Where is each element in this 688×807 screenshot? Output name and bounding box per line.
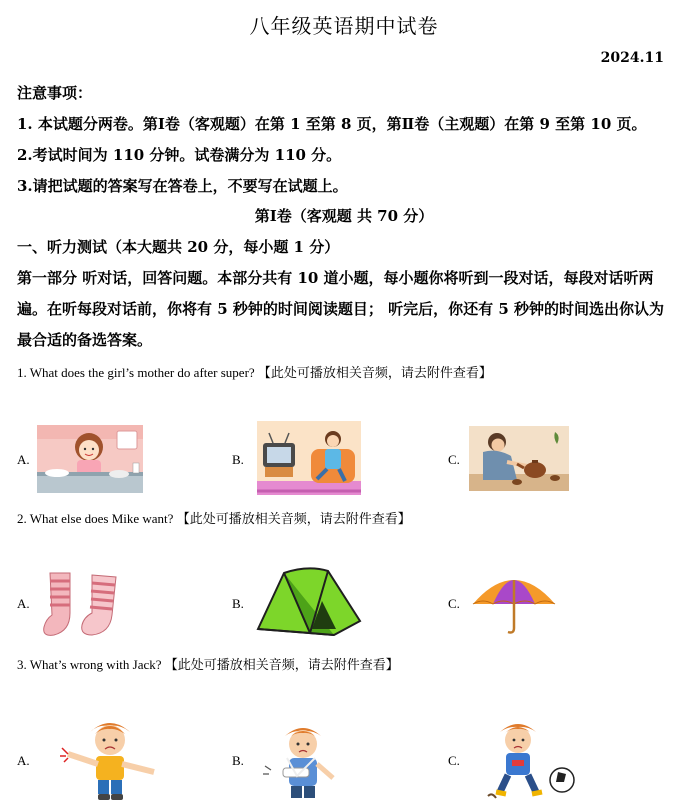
hurt-hand-image	[58, 714, 164, 802]
notice-item-2: 2.考试时间为 110 分钟。试卷满分为 110 分。	[17, 146, 342, 164]
q2-option-c-label: C.	[448, 596, 460, 611]
exam-date: 2024.11	[600, 50, 664, 66]
umbrella-image	[469, 570, 559, 636]
q3-option-c-label: C.	[448, 753, 460, 768]
broken-arm-image	[257, 720, 349, 802]
q1-option-a-label: A.	[17, 452, 30, 467]
page-title: 八年级英语期中试卷	[249, 14, 439, 38]
watching-tv-image	[257, 421, 361, 495]
q3-option-b-label: B.	[232, 753, 244, 768]
notice-item-1: 1. 本试题分两卷。第Ⅰ卷（客观题）在第 1 至第 8 页，第Ⅱ卷（主观题）在第 9 至第 10 页。	[17, 115, 647, 133]
section-heading: 一、听力测试（本大题共 20 分，每小题 1 分）	[17, 238, 340, 256]
q1-option-b-label: B.	[232, 452, 244, 467]
q3-option-a-label: A.	[17, 753, 30, 768]
hurt-leg-image	[470, 718, 578, 802]
notice-heading: 注意事项：	[17, 84, 93, 102]
question-2: 2. What else does Mike want? 【此处可播放相关音频，请去附件查看】	[17, 511, 411, 526]
q1-option-c-label: C.	[448, 452, 460, 467]
q2-option-b-label: B.	[232, 596, 244, 611]
part-title: 第Ⅰ卷（客观题 共 70 分）	[254, 207, 434, 225]
washing-dishes-image	[37, 425, 143, 493]
notice-item-3: 3.请把试题的答案写在答卷上，不要写在试题上。	[17, 177, 348, 195]
tent-image	[254, 563, 364, 637]
socks-image	[40, 569, 124, 641]
instructions: 第一部分 听对话，回答问题。本部分共有 10 道小题，每小题你将听到一段对话，每段对话听两遍。在听每段对话前，你将有 5 秒钟的时间阅读题目； 听完后，你还有 5 秒钟的时间选出你认为最合适的备选答案。	[17, 269, 664, 349]
question-3: 3. What’s wrong with Jack? 【此处可播放相关音频，请去附件查看】	[17, 657, 399, 672]
question-1: 1. What does the girl’s mother do after super? 【此处可播放相关音频，请去附件查看】	[17, 365, 492, 380]
making-tea-image	[469, 426, 569, 491]
q2-option-a-label: A.	[17, 596, 30, 611]
